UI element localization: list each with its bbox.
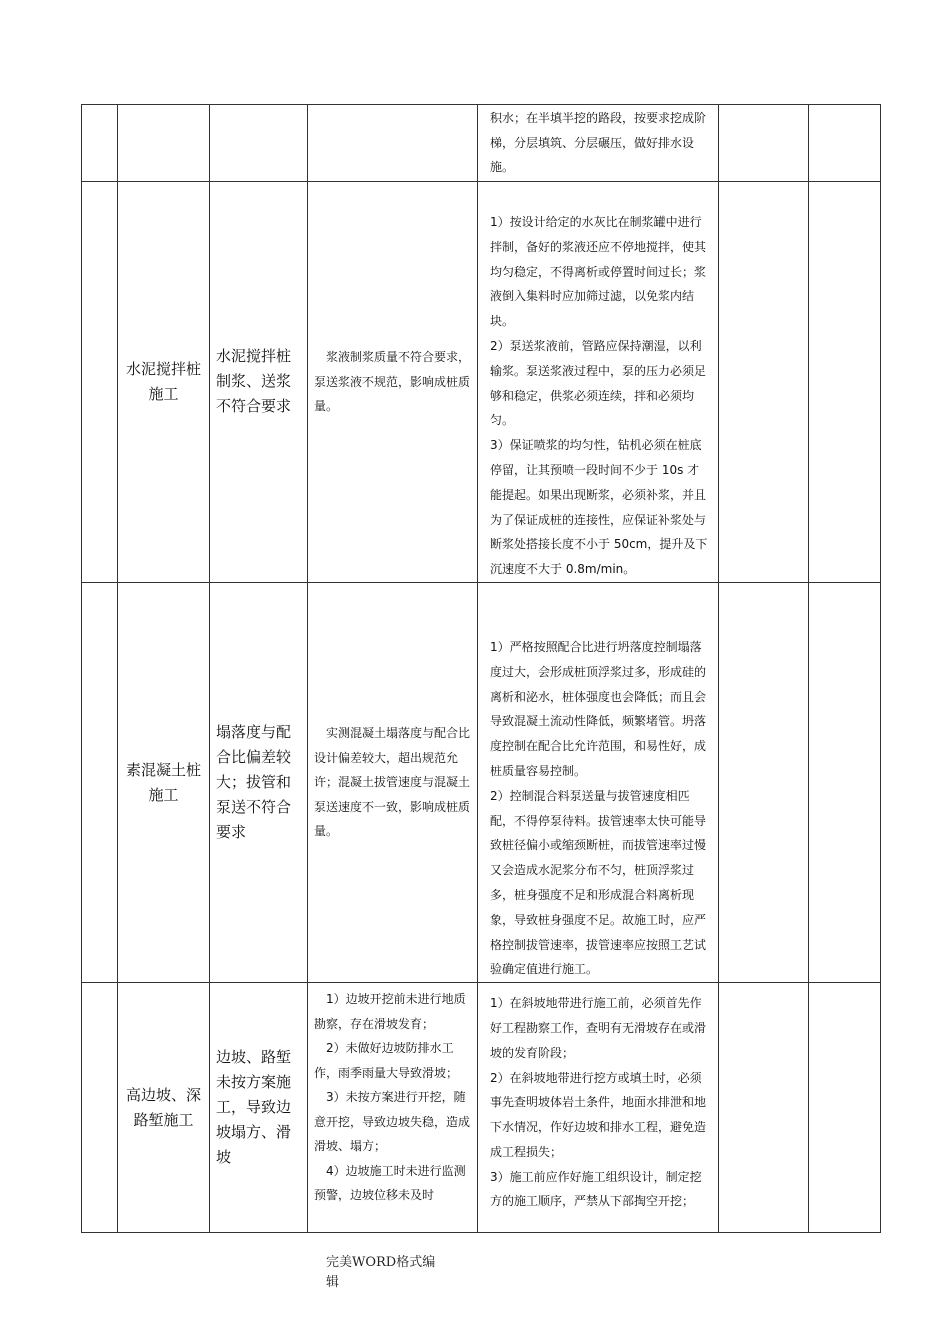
- table-row: [82, 582, 881, 982]
- blank-cell: [719, 105, 809, 182]
- measure-cell: [478, 983, 719, 1233]
- blank-cell: [809, 582, 881, 982]
- index-cell: [82, 983, 118, 1233]
- measure-text: 1）在斜坡地带进行施工前，必须首先作好工程勘察工作，查明有无滑坡存在或滑坡的发育阶段；: [490, 996, 707, 1060]
- work-name-cell: 高边坡、深路堑施工: [118, 983, 210, 1233]
- cause-cell: [308, 105, 478, 182]
- cause-text: 浆液制浆质量不符合要求，泵送浆液不规范，影响成桩质量。: [314, 350, 471, 414]
- table-row: [82, 983, 881, 1233]
- cause-cell: [308, 983, 478, 1233]
- measure-text: 2）泵送浆液前，管路应保持潮湿，以利输浆。泵送浆液过程中，泵的压力必须足够和稳定，供浆必须连续，拌和必须均匀。: [490, 338, 707, 428]
- index-cell: [82, 182, 118, 583]
- work-name-cell: [118, 105, 210, 182]
- measure-text: 1）严格按照配合比进行坍落度控制塌落度过大，会形成桩顶浮浆过多，形成硅的离析和泌水，桩体强度也会降低；而且会导致混凝土流动性降低，频繁堵管。坍落度控制在配合比允许范围，和易性好，成桩质量容易控制。: [490, 639, 707, 778]
- cause-text: 3）未按方案进行开挖，随意开挖，导致边坡失稳，造成滑坡、塌方；: [314, 1090, 471, 1154]
- work-name-cell: 水泥搅拌桩施工: [118, 182, 210, 583]
- blank-cell: [809, 182, 881, 583]
- measure-cell: [478, 182, 719, 583]
- problem-cell: 水泥搅拌桩制浆、送浆不符合要求: [210, 182, 308, 583]
- cause-text: 2）未做好边坡防排水工作，雨季雨量大导致滑坡；: [314, 1041, 459, 1080]
- table-row: [82, 105, 881, 182]
- control-measures-table: [81, 104, 881, 1233]
- measure-text: 2）控制混合料泵送量与拔管速度相匹配，不得停泵待料。拔管速率太快可能导致桩径偏小或缩颈断桩，而拔管速率过慢又会造成水泥浆分布不匀，桩顶浮浆过多，桩身强度不足和形成混合料离析现象，导致桩身强度不足。故施工时，应严格控制拔管速率，拔管速率应按照工艺试验确定值进行施工。: [490, 788, 707, 977]
- blank-cell: [719, 582, 809, 982]
- cause-text: 4）边坡施工时未进行监测预警，边坡位移未及时: [314, 1163, 466, 1203]
- footer-text: 完美WORD格式编辑: [326, 1255, 436, 1290]
- index-cell: [82, 105, 118, 182]
- measure-cell: [478, 582, 719, 982]
- cause-text: 实测混凝土塌落度与配合比设计偏差较大，超出规范允许；混凝土拔管速度与混凝土泵送速度不一致，影响成桩质量。: [314, 726, 471, 839]
- problem-cell: [210, 105, 308, 182]
- table-row: [82, 182, 881, 583]
- blank-cell: [809, 983, 881, 1233]
- measure-text: 1）按设计给定的水灰比在制浆罐中进行拌制，备好的浆液还应不停地搅拌，使其均匀稳定，不得离析或停置时间过长；浆液倒入集料时应加筛过滤，以免浆内结块。: [490, 215, 707, 329]
- blank-cell: [719, 983, 809, 1233]
- index-cell: [82, 582, 118, 982]
- problem-cell: 塌落度与配合比偏差较大；拔管和泵送不符合要求: [210, 582, 308, 982]
- cause-cell: [308, 582, 478, 982]
- blank-cell: [809, 105, 881, 182]
- measure-cell: [478, 105, 719, 182]
- measure-text: 积水；在半填半挖的路段，按要求挖成阶梯，分层填筑、分层碾压，做好排水设施。: [490, 110, 707, 175]
- blank-cell: [719, 182, 809, 583]
- cause-cell: [308, 182, 478, 583]
- cause-text: 1）边坡开挖前未进行地质勘察，存在滑坡发育；: [314, 992, 466, 1031]
- measure-text: 3）施工前应作好施工组织设计，制定挖方的施工顺序，严禁从下部掏空开挖；: [490, 1169, 702, 1209]
- work-name-cell: 素混凝土桩施工: [118, 582, 210, 982]
- measure-text: 3）保证喷浆的均匀性，钻机必须在桩底停留，让其预喷一段时间不少于 10s 才能提起。如果出现断浆，必须补浆，并且为了保证成桩的连接性，应保证补浆处与断浆处搭接长度不小于 50cm，提升及下沉速度不大于 0.8m/min。: [490, 438, 708, 577]
- problem-cell: 边坡、路堑未按方案施工，导致边坡塌方、滑坡: [210, 983, 308, 1233]
- measure-text: 2）在斜坡地带进行挖方或填土时，必须事先查明坡体岩土条件，地面水排泄和地下水情况，作好边坡和排水工程，避免造成工程损失；: [490, 1070, 707, 1159]
